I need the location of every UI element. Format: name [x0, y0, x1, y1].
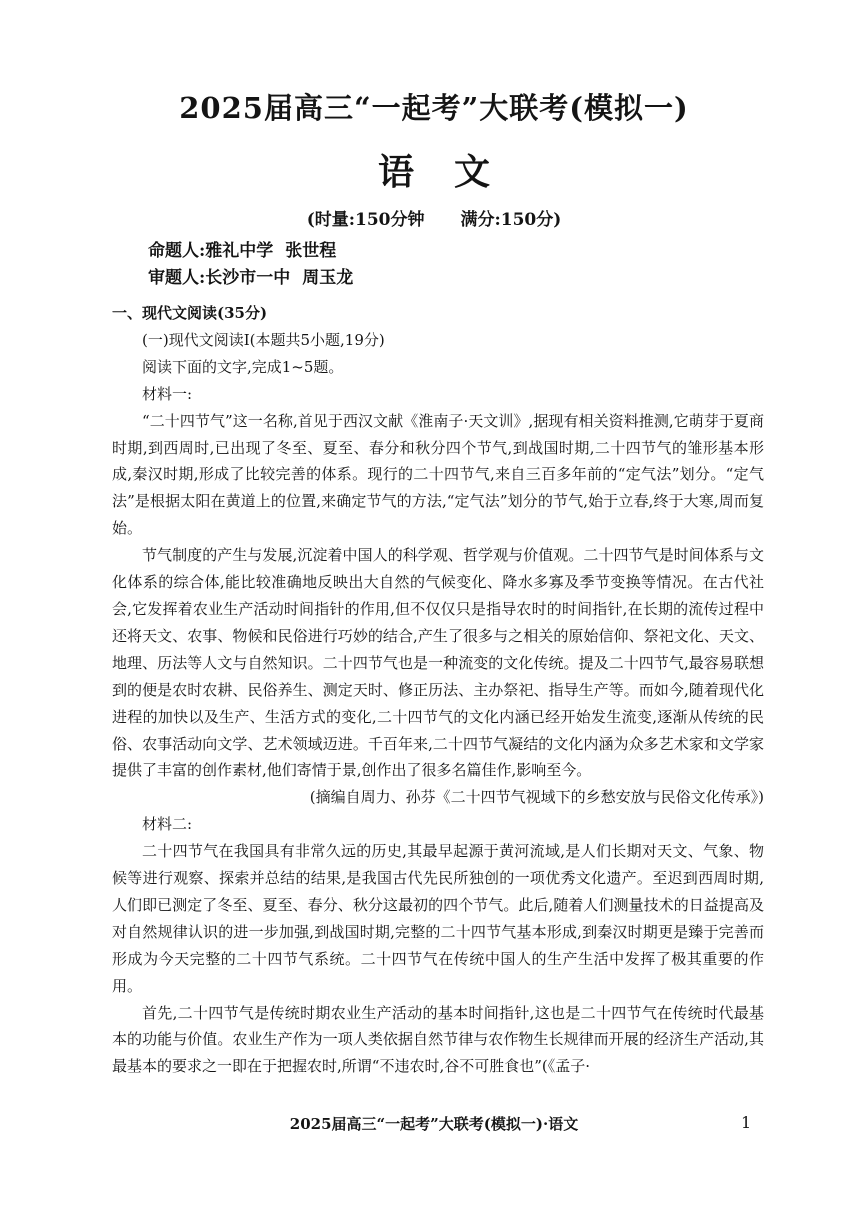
- exam-body: [112, 300, 764, 1080]
- material-2-paragraph-1: 二十四节气在我国具有非常久远的历史,其最早起源于黄河流域,是人们长期对天文、气象、物候等进行观察、探索并总结的结果,是我国古代先民所独创的一项优秀文化遗产。至迟到西周时期,人们即已测定了冬至、夏至、春分、秋分这最初的四个节气。此后,随着人们测量技术的日益提高及对自然规律认识的进一步加强,到战国时期,完整的二十四节气基本形成,到秦汉时期更是臻于完善而形成为今天完整的二十四节气系统。二十四节气在传统中国人的生产生活中发挥了极其重要的作用。: [112, 842, 764, 995]
- setter-school: 命题人:雅礼中学: [148, 241, 274, 261]
- material-1-paragraph-1: “二十四节气”这一名称,首见于西汉文献《淮南子·天文训》,据现有相关资料推测,它萌芽于夏商时期,到西周时,已出现了冬至、夏至、春分和秋分四个节气,到战国时期,二十四节气的雏形基本形成,秦汉时期,形成了比较完善的体系。现行的二十四节气,来自三百多年前的“定气法”划分。“定气法”是根据太阳在黄道上的位置,来确定节气的方法,“定气法”划分的节气,始于立春,终于大寒,周而复始。: [112, 411, 764, 538]
- material-1-source: (摘编自周力、孙芬《二十四节气视域下的乡愁安放与民俗文化传承》): [309, 788, 764, 807]
- full-score: 满分:150分): [460, 210, 562, 230]
- page-number: 1: [741, 1113, 752, 1132]
- subsection-heading: (一)现代文阅读Ⅰ(本题共5小题,19分): [142, 330, 385, 349]
- subject-title: 语文: [377, 151, 530, 193]
- section-heading: 一、现代文阅读(35分): [112, 304, 268, 322]
- material-1-paragraph-2: 节气制度的产生与发展,沉淀着中国人的科学观、哲学观与价值观。二十四节气是时间体系与文化体系的综合体,能比较准确地反映出大自然的气候变化、降水多寡及季节变换等情况。在古代社会,它发挥着农业生产活动时间指针的作用,但不仅仅只是指导农时的时间指针,在长期的流传过程中还将天文、农事、物候和民俗进行巧妙的结合,产生了很多与之相关的原始信仰、祭祀文化、天文、地理、历法等人文与自然知识。二十四节气也是一种流变的文化传统。提及二十四节气,最容易联想到的便是农时农耕、民俗养生、测定天时、修正历法、主办祭祀、指导生产等。而如今,随着现代化进程的加快以及生产、生活方式的变化,二十四节气的文化内涵已经开始发生流变,逐渐从传统的民俗、农事活动向文学、艺术领域迈进。千百年来,二十四节气凝结的文化内涵为众多艺术家和文学家提供了丰富的创作素材,他们寄情于景,创作出了很多名篇佳作,影响至今。: [112, 546, 764, 780]
- material-2-label: 材料二:: [142, 815, 193, 834]
- page-footer: 2025届高三“一起考”大联考(模拟一)·语文: [289, 1115, 579, 1133]
- exam-title: 2025届高三“一起考”大联考(模拟一): [179, 91, 689, 125]
- reviewer-name: 周玉龙: [302, 268, 354, 288]
- question-setter: [148, 236, 336, 261]
- material-2-paragraph-2: 首先,二十四节气是传统时期农业生产活动的基本时间指针,这也是二十四节气在传统时代最基本的功能与价值。农业生产作为一项人类依据自然节律与农作物生长规律而开展的经济生产活动,其最基本的要求之一即在于把握农时,所谓“不违农时,谷不可胜食也”(《孟子·: [112, 1003, 764, 1076]
- reading-instruction: 阅读下面的文字,完成1~5题。: [142, 357, 344, 376]
- reviewer-school: 审题人:长沙市一中: [148, 268, 291, 288]
- setter-name: 张世程: [285, 241, 337, 261]
- question-reviewer: [148, 263, 353, 288]
- time-limit: (时量:150分钟: [306, 210, 425, 230]
- material-1-label: 材料一:: [142, 384, 193, 403]
- time-score-info: [0, 205, 868, 230]
